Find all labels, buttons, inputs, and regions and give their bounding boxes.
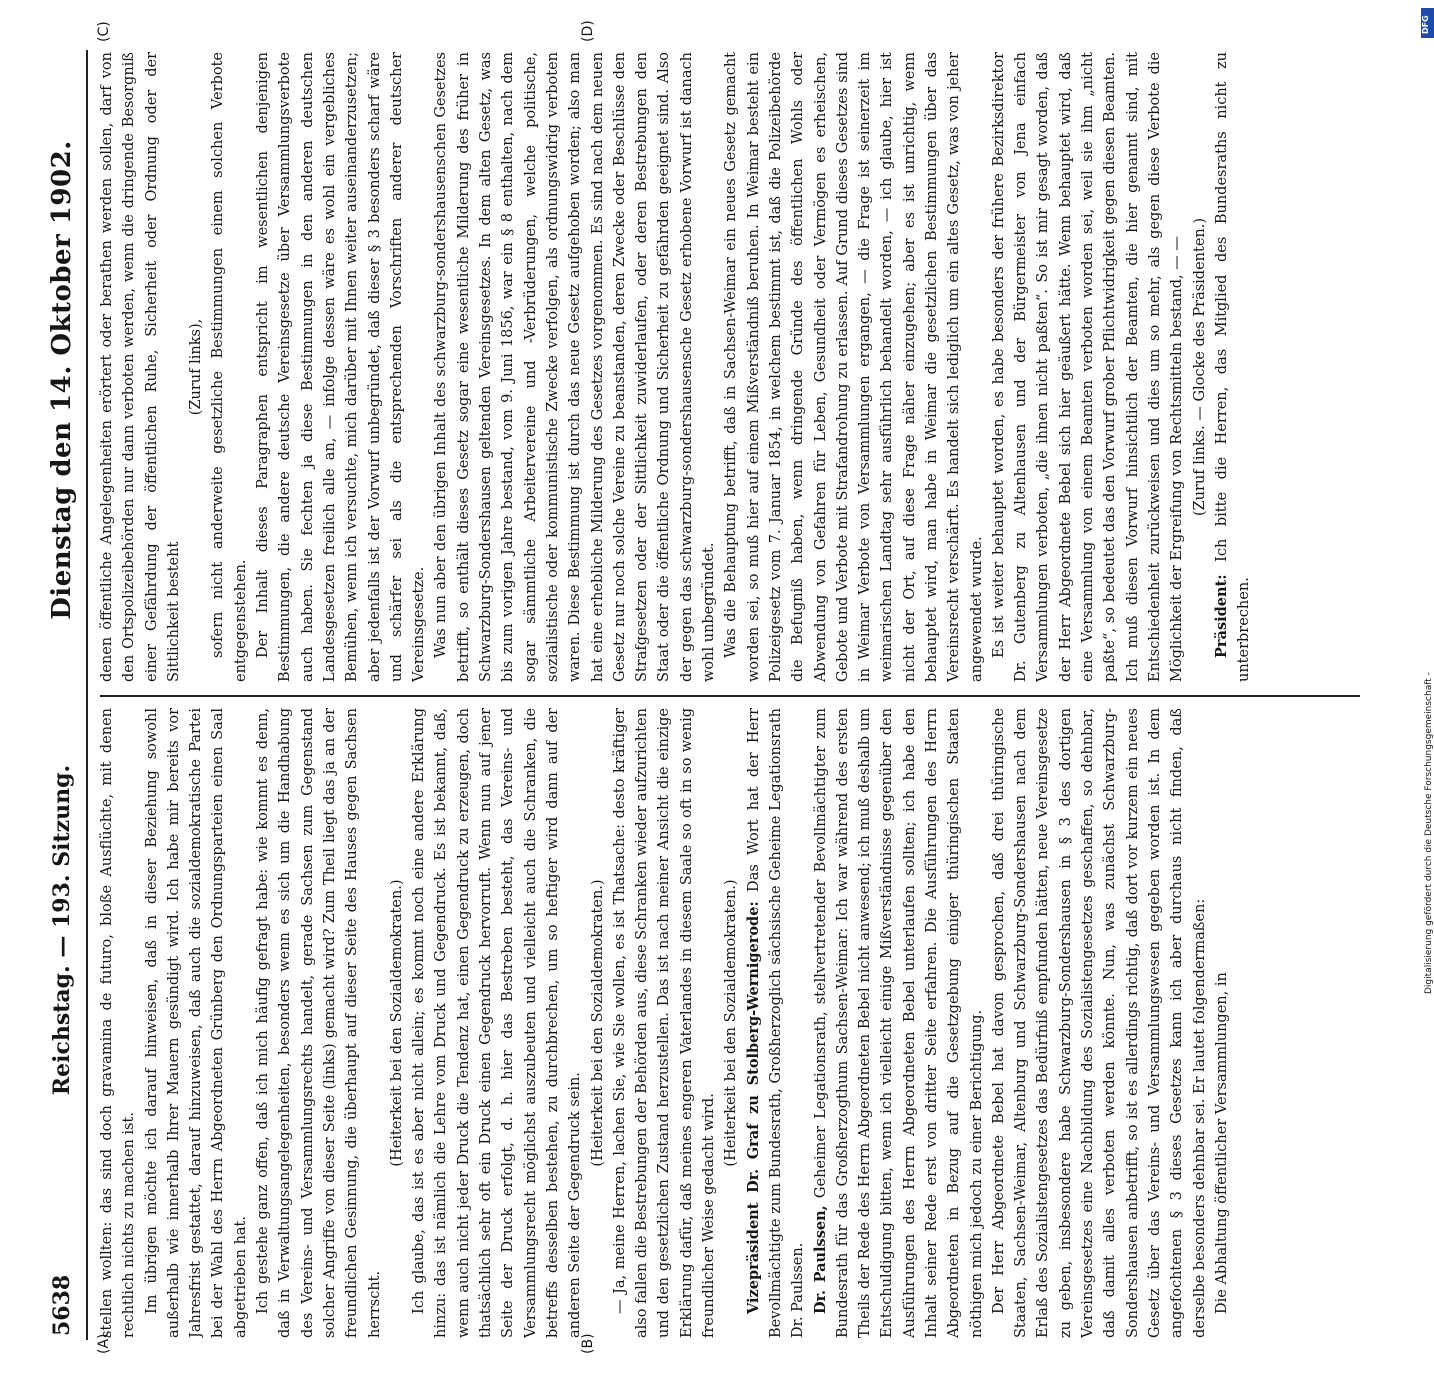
stage-direction: (Heiterkeit bei den Sozialdemokraten.) xyxy=(388,879,405,1167)
paragraph: Die Abhaltung öffentlicher Versammlungen, in xyxy=(1213,972,1230,1314)
paragraph: Ich glaube, das ist es aber nicht allein; es kommt noch eine andere Erklärung hinzu: das ist nämlich die Lehre vom Druck und Gegendruck. Es ist bekannt, daß, wenn auch nicht jeder Druck die Tendenz hat, einen Gegendruck zu erzeugen, doch thatsächlich sehr oft ein Druck einen Gegendruck hervorruft. Wenn nun auf jener Seite der Druck erfolgt, d. h. hier das Bestreben besteht, das Vereins- und Versammlungsrecht möglichst auszubeuten und vielleicht auch die Schranken, die betreffs desselben bestehen, zu durchbrechen, um so heftiger wird dann auf der anderen Seite der Gegendruck sein. xyxy=(411,708,584,1338)
funding-credit: Digitalisierung gefördert durch die Deutsche Forschungsgemeinschaft - xyxy=(1424,672,1434,994)
margin-marker-b: (B) xyxy=(580,1333,596,1354)
stage-direction: (Heiterkeit bei den Sozialdemokraten.) xyxy=(589,879,606,1167)
right-text-column xyxy=(96,52,1360,682)
left-text-column xyxy=(96,708,1360,1338)
dfg-logo: DFG xyxy=(1421,8,1434,38)
right-running-title: Dienstag den 14. Oktober 1902. xyxy=(47,140,77,620)
speech-text: Das Wort hat der Herr Bevollmächtigte zum Bundesrath, Großherzoglich sächsische Geheime Legationsrath Dr. Paulssen. xyxy=(745,708,807,1338)
speaker-paragraph xyxy=(1211,52,1256,682)
margin-marker-d: (D) xyxy=(580,20,596,42)
paragraph: stellen wollten: das sind doch gravamina de futuro, bloße Ausflüchte, mit denen rechtlich nichts zu machen ist. xyxy=(99,708,138,1338)
paragraph: Im übrigen möchte ich darauf hinweisen, daß in dieser Beziehung sowohl außerhalb wie innerhalb Ihrer Mauern gesündigt wird. Ich habe mir bereits vor Jahresfrist gestattet, darauf hinzuweisen, daß auch die sozialdemokratische Partei bei der Wahl des Herrn Abgeordneten Grünberg den Ordnungsparteien einen Saal abgetrieben hat. xyxy=(143,708,249,1338)
paragraph: Ich gestehe ganz offen, daß ich mich häufig gefragt habe: wie kommt es denn, daß in Verwaltungsangelegenheiten, besonders wenn es sich um die Handhabung des Vereins- und Versammlungsrechts handelt, gerade Sachsen zum Gegenstand solcher Angriffe von dieser Seite (links) gemacht wird? Zum Theil liegt das ja an der freundlichen Gesinnung, die überhaupt auf dieser Seite des Hauses gegen Sachsen herrscht. xyxy=(255,708,383,1338)
stage-direction: (Heiterkeit bei den Sozialdemokraten.) xyxy=(723,879,740,1167)
paragraph: sofern nicht anderweite gesetzliche Bestimmungen einem solchen Verbote entgegenstehen. xyxy=(210,52,249,682)
speaker-name: Vizepräsident Dr. Graf zu Stolberg-Wernigerode: xyxy=(744,901,762,1314)
paragraph: Der Herr Abgeordnete Bebel hat davon gesprochen, daß drei thüringische Staaten, Sachsen-Weimar, Altenburg und Schwarzburg-Sondershausen nach dem Erlaß des Sozialistengesetzes das Bedürfniß empfunden hätten, neue Vereinsgesetze zu geben, insbesondere habe Schwarzburg-Sondershausen in § 3 des dortigen Vereinsgesetzes eine Nachbildung des Sozialistengesetzes geschaffen, so dehnbar, daß damit alles verboten werden könnte. Nun, was zunächst Schwarzburg-Sondershausen anbetrifft, so ist es allerdings richtig, daß dort vor kurzem ein neues Gesetz über das Vereins- und Versammlungswesen gegeben worden ist. In dem angefochtenen § 3 dieses Gesetzes kann ich aber durchaus nicht finden, daß derselbe besonders dehnbar sei. Er lautet folgendermaßen: xyxy=(990,708,1208,1338)
speech-text: Geheimer Legationsrath, stellvertretender Bevollmächtigter zum Bundesrath für das Großherzogthum Sachsen-Weimar: Ich war während des ersten Theils der Rede des Herrn Abgeordneten Bebel nicht anwesend; ich muß deshalb um Entschuldigung bitten, wenn ich vielleicht einige Mißverständnisse gegenüber den Ausführungen des Herrn Abgeordneten Bebel unterlaufen sollten; ich habe den Inhalt seiner Rede erst von dritter Seite erfahren. Die Ausführungen des Herrn Abgeordneten in Bezug auf die Gesetzgebung einiger thüringischen Staaten nöthigen mich jedoch zu einer Berichtigung. xyxy=(812,708,985,1338)
margin-marker-c: (C) xyxy=(96,21,112,42)
speaker-name: Präsident: xyxy=(1212,574,1230,658)
column-divider xyxy=(100,696,1360,698)
stage-direction: (Zuruf links), xyxy=(188,318,205,416)
paragraph: Der Inhalt dieses Paragraphen entspricht im wesentlichen denjenigen Bestimmungen, die andere deutsche Vereinsgesetze über Versammlungsverbote auch haben. Sie fechten ja diese Bestimmungen in den anderen deutschen Landesgesetzen freilich alle an, — infolge dessen wäre es wohl ein vergebliches Bemühen, wenn ich versuchte, mich darüber mit Ihnen weiter auseinanderzusetzen; aber jedenfalls ist der Vorwurf unbegründet, daß dieser § 3 besonders scharf wäre und schärfer sei als die entsprechenden Vorschriften anderer deutscher Vereinsgesetze. xyxy=(255,52,428,682)
page-number: 5638 xyxy=(49,1274,75,1336)
paragraph: Was nun aber den übrigen Inhalt des schwarzburg-sondershausenschen Gesetzes betrifft, so enthält dieses Gesetz sogar eine wesentliche Milderung des früher in Schwarzburg-Sondershausen geltenden Vereinsgesetzes. In dem alten Gesetz, was bis zum vorigen Jahre bestand, vom 9. Juni 1856, war ein § 8 enthalten, nach dem sogar sämmtliche Arbeitervereine und -Verbrüderungen, welche politische, sozialistische oder kommunistische Zwecke verfolgen, als ordnungswidrig verboten waren. Diese Bestimmung ist durch das neue Gesetz aufgehoben worden; also man hat eine erhebliche Milderung des Gesetzes vorgenommen. Es sind nach dem neuen Gesetz nur noch solche Vereine zu beanstanden, deren Zwecke oder Beschlüsse den Strafgesetzen oder der Sittlichkeit zuwiderlaufen, oder deren Bestrebungen den Staat oder die öffentliche Ordnung und Sicherheit zu gefährden geeignet sind. Also der gegen das schwarzburg-sondershausensche Gesetz erhobene Vorwurf ist danach wohl unbegründet. xyxy=(433,52,718,682)
header-rule xyxy=(86,50,88,1340)
speaker-name: Dr. Paulssen, xyxy=(811,1205,829,1314)
stage-direction: (Zuruf links. — Glocke des Präsidenten.) xyxy=(1191,217,1208,517)
rotated-newspaper-page xyxy=(0,20,1400,1400)
paragraph: Was die Behauptung betrifft, daß in Sachsen-Weimar ein neues Gesetz gemacht worden sei, so muß hier auf einem Mißverständniß beruhen. In Weimar besteht ein Polizeigesetz vom 7. Januar 1854, in welchem bestimmt ist, daß die Polizeibehörde die Befugniß haben, wenn dringende Gründe des öffentlichen Wohls oder Abwendung von Gefahren für Leben, Gesundheit oder Vermögen es erheischen, Gebote und Verbote mit Strafandrohung zu erlassen. Auf Grund dieses Gesetzes sind in Weimar Verbote von Versammlungen ergangen, — die Frage ist seinerzeit im weimarischen Landtag sehr ausführlich behandelt worden, — ich glaube, hier ist nicht der Ort, auf diese Frage näher einzugehen; aber es ist unrichtig, wenn behauptet wird, man habe in Weimar die gesetzlichen Bestimmungen über das Vereinsrecht verschärft. Es handelt sich lediglich um ein altes Gesetz, was von jeher angewendet wurde. xyxy=(723,52,985,682)
paragraph: denen öffentliche Angelegenheiten erörtert oder berathen werden sollen, darf von den Ortspolizeibehörden nur dann verboten werden, wenn die dringende Besorgniß einer Gefährdung der öffentlichen Ruhe, Sicherheit oder Ordnung oder der Sittlichkeit besteht xyxy=(99,52,182,682)
paragraph: — Ja, meine Herren, lachen Sie, wie Sie wollen, es ist Thatsache: desto kräftiger also fallen die Bestrebungen der Behörden aus, diese Schranken wieder aufzurichten und den gesetzlichen Zustand herzustellen. Das ist nach meiner Ansicht die einzige Erklärung dafür, daß meines engeren Vaterlandes in diesem Saale so oft in so wenig freundlicher Weise gedacht wird. xyxy=(611,708,718,1338)
speaker-paragraph xyxy=(743,708,810,1338)
paragraph: Es ist weiter behauptet worden, es habe besonders der frühere Bezirksdirektor Dr. Gutenberg zu Altenhausen und der Bürgermeister von Jena einfach Versammlungen verboten, „die ihnen nicht paßten“. So ist mir gesagt worden, daß der Herr Abgeordnete Bebel sich hier geäußert hätte. Wenn behauptet wird, daß eine Versammlung von einem Beamten verboten worden sei, weil sie ihm „nicht paßte“, so bedeutet das den Vorwurf grober Pflichtwidrigkeit gegen diesen Beamten. Ich muß diesen Vorwurf hinsichtlich der Beamten, die hier genannt sind, mit Entschiedenheit zurückweisen und dies um so mehr, als gegen diese Verbote die Möglichkeit der Ergreifung von Rechtsmitteln bestand, — — xyxy=(990,52,1186,682)
speaker-paragraph xyxy=(810,708,988,1338)
speech-text: Ich bitte die Herren, das Mitglied des Bundesraths nicht zu unterbrechen. xyxy=(1213,52,1253,682)
left-running-title: Reichstag. — 193. Sitzung. xyxy=(49,764,75,1096)
margin-marker-a: (A) xyxy=(96,1333,112,1354)
